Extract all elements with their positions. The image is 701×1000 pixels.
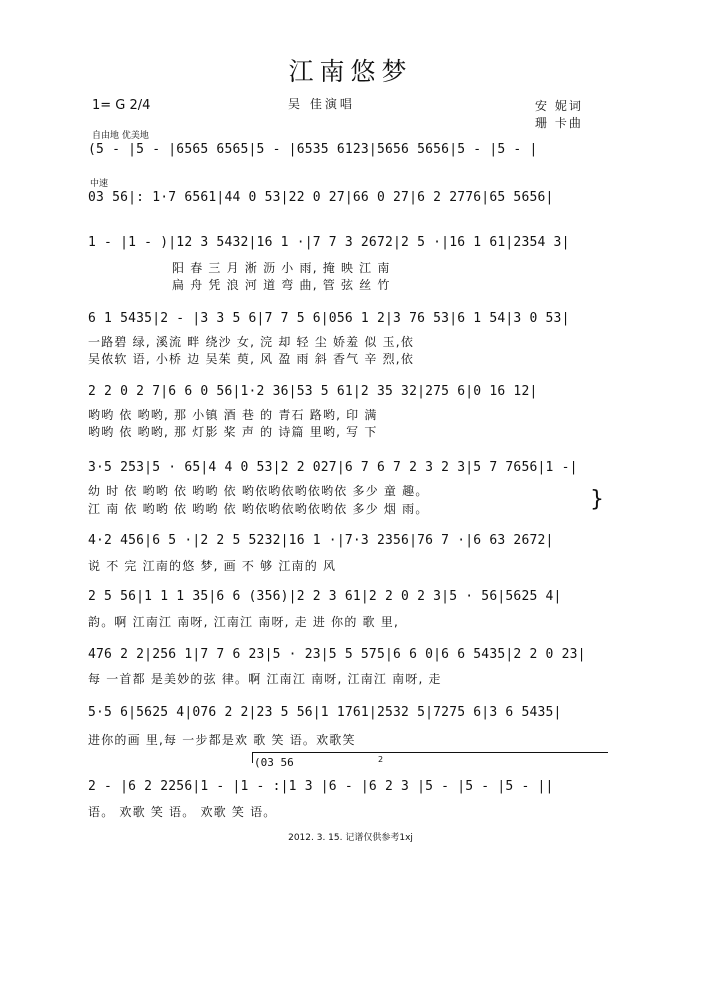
- notation-line-8: 2 5 56|1 1 1 35|6 6 (356)|2 2 3 61|2 2 0 2 3|5 · 56|5625 4|: [88, 589, 562, 604]
- notation-line-10: 5·5 6|5625 4|076 2 2|23 5 56|1 1761|2532 5|7275 6|3 6 5435|: [88, 705, 562, 720]
- singer-credit: 吴 佳演唱: [288, 97, 355, 111]
- notation-line-7: 4·2 456|6 5 ·|2 2 5 5232|16 1 ·|7·3 2356|76 7 ·|6 63 2672|: [88, 533, 554, 548]
- lyric-line-10: 进你的画 里,每 一步都是欢 歌 笑 语。欢歌笑: [88, 733, 356, 747]
- expression-marking: 自由地 优美地: [92, 131, 149, 141]
- lyric-line-4a: 一路碧 绿, 溪流 畔 绕沙 女, 浣 却 轻 尘 娇羞 似 玉,依: [88, 335, 415, 349]
- volta-number: 2: [378, 755, 384, 764]
- second-ending-bracket: [252, 752, 608, 763]
- lyric-line-9: 每 一首都 是美妙的弦 律。啊 江南江 南呀, 江南江 南呀, 走: [88, 672, 442, 686]
- footer-note: 2012. 3. 15. 记谱仅供参考1xj: [288, 833, 413, 843]
- key-signature: 1= G 2/4: [92, 98, 151, 113]
- composer-credit: 珊 卡曲: [535, 116, 583, 130]
- lyric-line-8: 韵。啊 江南江 南呀, 江南江 南呀, 走 进 你的 歌 里,: [88, 615, 399, 629]
- lyricist-credit: 安 妮词: [535, 99, 583, 113]
- notation-line-4: 6 1 5435|2 - |3 3 5 6|7 7 5 6|056 1 2|3 76 53|6 1 54|3 0 53|: [88, 311, 570, 326]
- notation-line-6: 3·5 253|5 · 65|4 4 0 53|2 2 027|6 7 6 7 2 3 2 3|5 7 7656|1 -|: [88, 460, 578, 475]
- lyric-line-3a: 阳 春 三 月 淅 沥 小 雨, 掩 映 江 南: [172, 261, 391, 275]
- notation-line-9: 476 2 2|256 1|7 7 6 23|5 · 23|5 5 575|6 6 0|6 6 5435|2 2 0 23|: [88, 647, 586, 662]
- lyric-line-5b: 哟哟 依 哟哟, 那 灯影 桨 声 的 诗篇 里哟, 写 下: [88, 425, 378, 439]
- notation-line-3: 1 - |1 - )|12 3 5432|16 1 ·|7 7 3 2672|2 5 ·|16 1 61|2354 3|: [88, 235, 570, 250]
- lyric-line-6b: 江 南 依 哟哟 依 哟哟 依 哟依哟依哟依哟依 多少 烟 雨。: [88, 502, 429, 516]
- lyric-line-6a: 幼 时 依 哟哟 依 哟哟 依 哟依哟依哟依哟依 多少 童 趣。: [88, 484, 429, 498]
- tempo-marking: 中速: [90, 179, 109, 189]
- lyric-line-4b: 吴侬软 语, 小桥 边 吴茱 萸, 风 盈 雨 斜 香气 辛 烈,依: [88, 352, 415, 366]
- lyric-line-5a: 哟哟 依 哟哟, 那 小镇 酒 巷 的 青石 路哟, 印 满: [88, 408, 378, 422]
- song-title: 江南悠梦: [288, 57, 413, 86]
- lyric-line-7: 说 不 完 江南的悠 梦, 画 不 够 江南的 风: [88, 559, 337, 573]
- repeat-brace-icon: }: [590, 487, 604, 512]
- lyric-line-11: 语。 欢歌 笑 语。 欢歌 笑 语。: [88, 805, 277, 819]
- lyric-line-3b: 扁 舟 凭 浪 河 道 弯 曲, 管 弦 丝 竹: [172, 278, 391, 292]
- notation-line-1: (5 - |5 - |6565 6565|5 - |6535 6123|5656 5656|5 - |5 - |: [88, 142, 538, 157]
- notation-line-11: 2 - |6 2 2256|1 - |1 - :|1 3 |6 - |6 2 3 |5 - |5 - |5 - ||: [88, 779, 554, 794]
- notation-line-2: 03 56|: 1·7 6561|44 0 53|22 0 27|66 0 27|6 2 2776|65 5656|: [88, 190, 554, 205]
- notation-line-5: 2 2 0 2 7|6 6 0 56|1·2 36|53 5 61|2 35 32|275 6|0 16 12|: [88, 384, 538, 399]
- volta-notes: (03 56: [254, 756, 294, 769]
